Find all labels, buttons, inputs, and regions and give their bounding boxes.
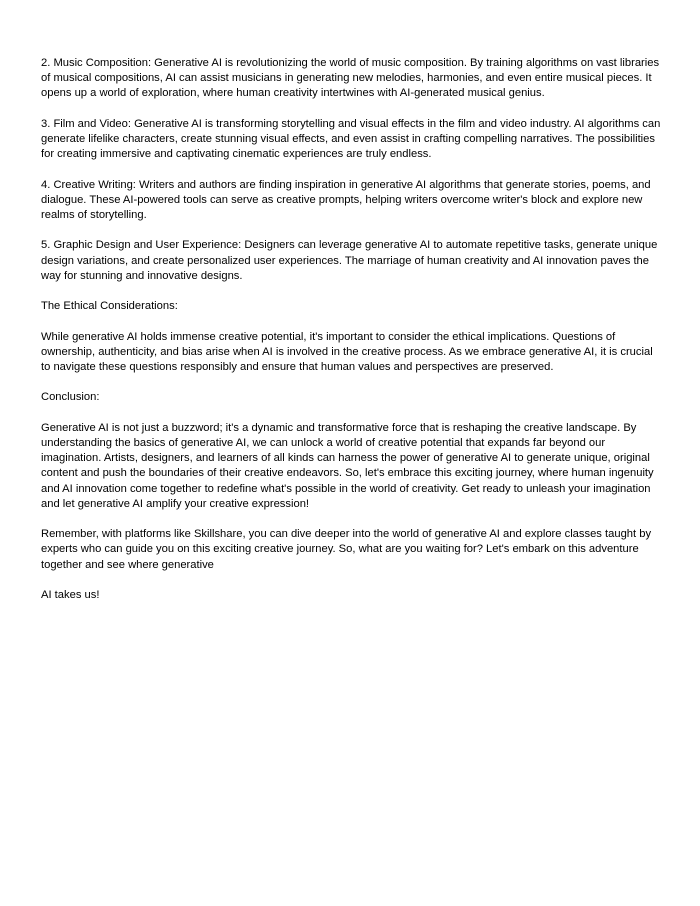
paragraph-skillshare-reminder: Remember, with platforms like Skillshare, you can dive deeper into the world of generative AI and explore classes taught by experts who can guide you on this exciting creative journey. So, what are you waiting for? Let's embark on this adventure together and see where generative [41, 528, 652, 571]
heading-ethical-considerations: The Ethical Considerations: [41, 300, 178, 313]
paragraph-ethical-considerations: While generative AI holds immense creative potential, it's important to consider the ethical implications. Questions of ownership, authenticity, and bias arise when AI is involved in the creative process. As we embrace generative AI, it is crucial to navigate these questions responsibly and ensure that human values and perspectives are preserved. [41, 330, 653, 373]
paragraph-music-composition: 2. Music Composition: Generative AI is revolutionizing the world of music composition. By training algorithms on vast libraries of musical compositions, AI can assist musicians in generating new melodies, harmonies, and even entire musical pieces. It opens up a world of exploration, where human creativity intertwines with AI-generated musical genius. [41, 57, 660, 100]
heading-conclusion: Conclusion: [41, 391, 100, 404]
paragraph-closing-line: AI takes us! [41, 588, 100, 601]
paragraph-conclusion: Generative AI is not just a buzzword; it's a dynamic and transformative force that is reshaping the creative landscape. By understanding the basics of generative AI, we can unlock a world of creative potential that expands far beyond our imagination. Artists, designers, and learners of all kinds can harness the power of generative AI to generate unique, original content and push the boundaries of their creative endeavors. So, let's embrace this exciting journey, where human ingenuity and AI innovation come together to redefine what's possible in the world of creativity. Get ready to unleash your imagination and let generative AI amplify your creative expression! [41, 421, 654, 510]
paragraph-graphic-design: 5. Graphic Design and User Experience: Designers can leverage generative AI to automate repetitive tasks, generate unique design variations, and create personalized user experiences. The marriage of human creativity and AI innovation paves the way for stunning and innovative designs. [41, 239, 658, 282]
document-body [41, 56, 663, 618]
paragraph-film-and-video: 3. Film and Video: Generative AI is transforming storytelling and visual effects in the film and video industry. AI algorithms can generate lifelike characters, create stunning visual effects, and even assist in crafting compelling narratives. The possibilities for creating immersive and captivating cinematic experiences are truly endless. [41, 117, 661, 161]
paragraph-creative-writing: 4. Creative Writing: Writers and authors are finding inspiration in generative AI algorithms that generate stories, poems, and dialogue. These AI-powered tools can serve as creative prompts, helping writers overcome writer's block and explore new realms of storytelling. [41, 178, 651, 221]
